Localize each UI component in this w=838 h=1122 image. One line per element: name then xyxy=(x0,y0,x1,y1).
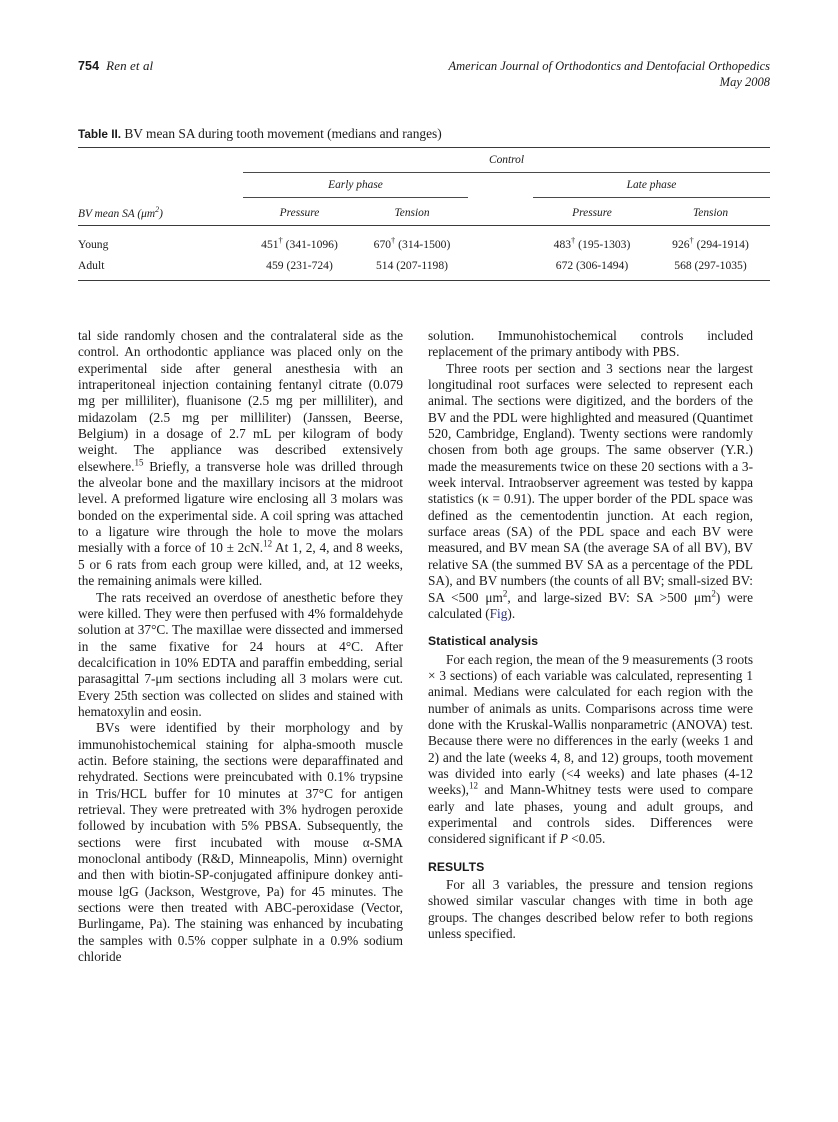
stub-header-text: BV mean SA (μm xyxy=(78,207,156,220)
range: (314-1500) xyxy=(395,238,451,252)
cell-adult-late-tension xyxy=(651,251,770,280)
paragraph-immunostaining: BVs were identified by their morphology and by immunohistochemical staining for alpha-smooth muscle actin. Before staining, the sections were deparaffinated and rehydrated. Sections were preincubated with 0.1% trypsine in Tris/HCL buffer for 10 minutes at 37°C for antigen retrieval. They were pretreated with 3% hydrogen peroxide followed by incubation with 5% PBSA. Subsequently, the sections were first incubated with mouse α-SMA monoclonal antibody (R&D, Minneapolis, Minn) overnight and then with biotin-SP-conjugated affinipure donkey anti-mouse lgG (Jackson, Westgrove, Pa) for 45 minutes. The sections were then treated with ABC-peroxidase (Vector, Burlingame, Pa). The staining was enhanced by incubating the samples with 0.5% copper sulphate in a 0.9% sodium chloride xyxy=(78,720,403,965)
table-caption xyxy=(78,126,770,142)
column-header-early-pressure: Pressure xyxy=(279,207,320,220)
value: 568 xyxy=(674,259,692,273)
column-header-early-tension: Tension xyxy=(394,207,430,220)
value: 483 xyxy=(553,238,572,252)
row-label-young: Young xyxy=(78,238,109,252)
table-bottom-rule xyxy=(78,281,770,283)
text: ) were calculated ( xyxy=(428,589,753,621)
group-header-control: Control xyxy=(488,154,525,166)
range: (306-1494) xyxy=(573,259,629,273)
text: Three roots per section and 3 sections near the largest longitudinal root surfaces were selected to represent each animal. The sections were digitized, and the borders of the BV and the PDL were highlighted and measured (Quantimet 520, Cambridge, England). Twenty sections were randomly chosen from both age groups. The same observer (Y.R.) made the measurements twice on these 20 sections with a 3-week interval. Intraobserver agreement was tested by kappa statistics (κ = 0.91). The upper border of the PDL space was defined as the cementodentin junction. At each region, surface areas (SA) of the PDL space and each BV were measured, and BV mean SA (the average SA of all BV), BV relative SA (the summed BV SA as a percentage of the PDL SA), and BV numbers (the counts of all BV; small-sized BV: SA <500 μm xyxy=(428,360,753,605)
bv-mean-sa-table xyxy=(78,146,770,282)
value: 926 xyxy=(672,238,690,252)
stub-header-superscript: 2 xyxy=(155,204,160,214)
paragraph-controls: solution. Immunohistochemical controls included replacement of the primary antibody with PBS. xyxy=(428,328,753,360)
stub-header-tail: ) xyxy=(159,207,163,220)
journal-name: American Journal of Orthodontics and Dentofacial Orthopedics xyxy=(448,59,770,73)
table-group-header-row xyxy=(78,148,770,172)
range: (294-1914) xyxy=(693,238,749,252)
text: tal side randomly chosen and the contralateral side as the control. An orthodontic appliance was placed only on the experimental side after general anesthesia with an intraperitoneal injection containing fentanyl citrate (0.079 mg per milliliter), fluanisone (2.5 mg per milliliter), and midazolam (2.5 mg per milliliter) (Janssen, Beerse, Belgium) in a dosage of 2.7 mL per kilogram of body weight. The appliance was described extensively elsewhere. xyxy=(78,328,403,474)
table-row xyxy=(78,226,770,251)
running-head-authors: Ren et al xyxy=(106,58,154,73)
running-head-left xyxy=(78,58,153,74)
superscript-two: 2 xyxy=(711,588,716,599)
dagger-marker: † xyxy=(689,235,694,246)
table-row xyxy=(78,251,770,280)
cell-adult-late-pressure xyxy=(533,251,651,280)
value: 451 xyxy=(261,238,279,252)
running-head xyxy=(78,58,770,102)
range: (195-1303) xyxy=(575,238,631,252)
text: and Mann-Whitney tests were used to compare early and late phases, young and adult groups, and experimental and controls sides. Differences were considered significant if xyxy=(428,782,753,847)
column-right xyxy=(428,328,753,942)
heading-statistical-analysis: Statistical analysis xyxy=(428,634,539,649)
text: At 1, 2, 4, and 8 weeks, 5 or 6 rats from each group were killed, and, at 12 weeks, the remaining animals were killed. xyxy=(78,540,403,589)
table-phase-header-row xyxy=(78,173,770,197)
figure-link[interactable]: Fig xyxy=(489,605,508,621)
paragraph-methods-appliance xyxy=(78,328,403,590)
text: ). xyxy=(507,605,516,621)
cell-young-late-tension xyxy=(651,226,770,251)
running-head-right xyxy=(449,58,771,90)
cell-young-early-tension xyxy=(356,226,468,251)
range: (231-724) xyxy=(283,259,333,273)
dagger-marker: † xyxy=(391,235,396,246)
column-left xyxy=(78,328,403,965)
table-label: Table II. xyxy=(78,127,122,141)
value: 670 xyxy=(373,238,392,252)
cell-adult-early-tension xyxy=(356,251,468,280)
value: 672 xyxy=(555,259,574,273)
phase-header-early: Early phase xyxy=(328,179,383,191)
paragraph-statistics xyxy=(428,652,753,848)
range: (341-1096) xyxy=(282,238,338,252)
paragraph-measurement xyxy=(428,361,753,623)
superscript-two: 2 xyxy=(502,588,508,599)
table-column-header-row xyxy=(78,198,770,225)
dagger-marker: † xyxy=(278,235,283,246)
heading-results: RESULTS xyxy=(428,859,485,874)
cell-adult-early-pressure xyxy=(243,251,356,280)
table-title: BV mean SA during tooth movement (medians and ranges) xyxy=(124,126,442,141)
article-body xyxy=(78,328,770,1068)
stub-header xyxy=(78,198,243,225)
dagger-marker: † xyxy=(571,235,576,246)
range: (207-1198) xyxy=(393,259,449,273)
cell-young-late-pressure xyxy=(533,226,651,251)
table-block xyxy=(78,126,770,282)
phase-header-late: Late phase xyxy=(626,179,677,191)
paragraph-results-intro: For all 3 variables, the pressure and tension regions showed similar vascular changes with time in both age groups. The changes described below refer to both regions unless specified. xyxy=(428,877,753,942)
text: For each region, the mean of the 9 measurements (3 roots × 3 sections) of each variable was calculated, representing 1 animal. Medians were calculated for each region with the number of animals as units. Comparisons across time were done with the Kruskal-Wallis nonparametric (ANOVA) test. Because there were no differences in the early (weeks 1 and 2) and the late (weeks 4, 8, and 12) groups, tooth movement was divided into early (<4 weeks) and late phases (4-12 weeks), xyxy=(428,651,753,798)
cell-young-early-pressure xyxy=(243,226,356,251)
value: 459 xyxy=(266,259,284,273)
column-header-late-tension: Tension xyxy=(692,207,729,220)
value: 514 xyxy=(375,259,394,273)
text: Briefly, a transverse hole was drilled through the alveolar bone and the maxillary incisors at the midroot level. A preformed ligature wire enclosing all 3 molars was bonded on the experimental side. A coil spring was attached to a ligature wire through the hole to move the molars mesially with a force of 10 ± 2cN. xyxy=(78,458,403,556)
text: <0.05. xyxy=(567,831,606,847)
range: (297-1035) xyxy=(691,259,747,273)
paragraph-tissue-processing: The rats received an overdose of anesthetic before they were killed. They were then perfused with 4% formaldehyde solution at 37°C. The maxillae were dissected and immersed in the same fixative for 24 hours at 4°C. After decalcification in 10% EDTA and paraffin embedding, serial parasagittal 7-μm sections including all 3 molars were cut. Every 25th section was collected on slides and stained with hematoxylin and eosin. xyxy=(78,589,403,719)
issue-date: May 2008 xyxy=(719,75,770,89)
column-header-late-pressure: Pressure xyxy=(572,207,612,220)
p-value-symbol: P xyxy=(559,831,568,847)
reference-marker: 12 xyxy=(468,780,478,791)
text: , and large-sized BV: SA >500 μm xyxy=(507,589,712,605)
page-number: 754 xyxy=(78,59,100,73)
reference-marker: 12 xyxy=(263,539,273,550)
reference-marker: 15 xyxy=(134,457,144,468)
row-label-adult: Adult xyxy=(78,259,105,273)
